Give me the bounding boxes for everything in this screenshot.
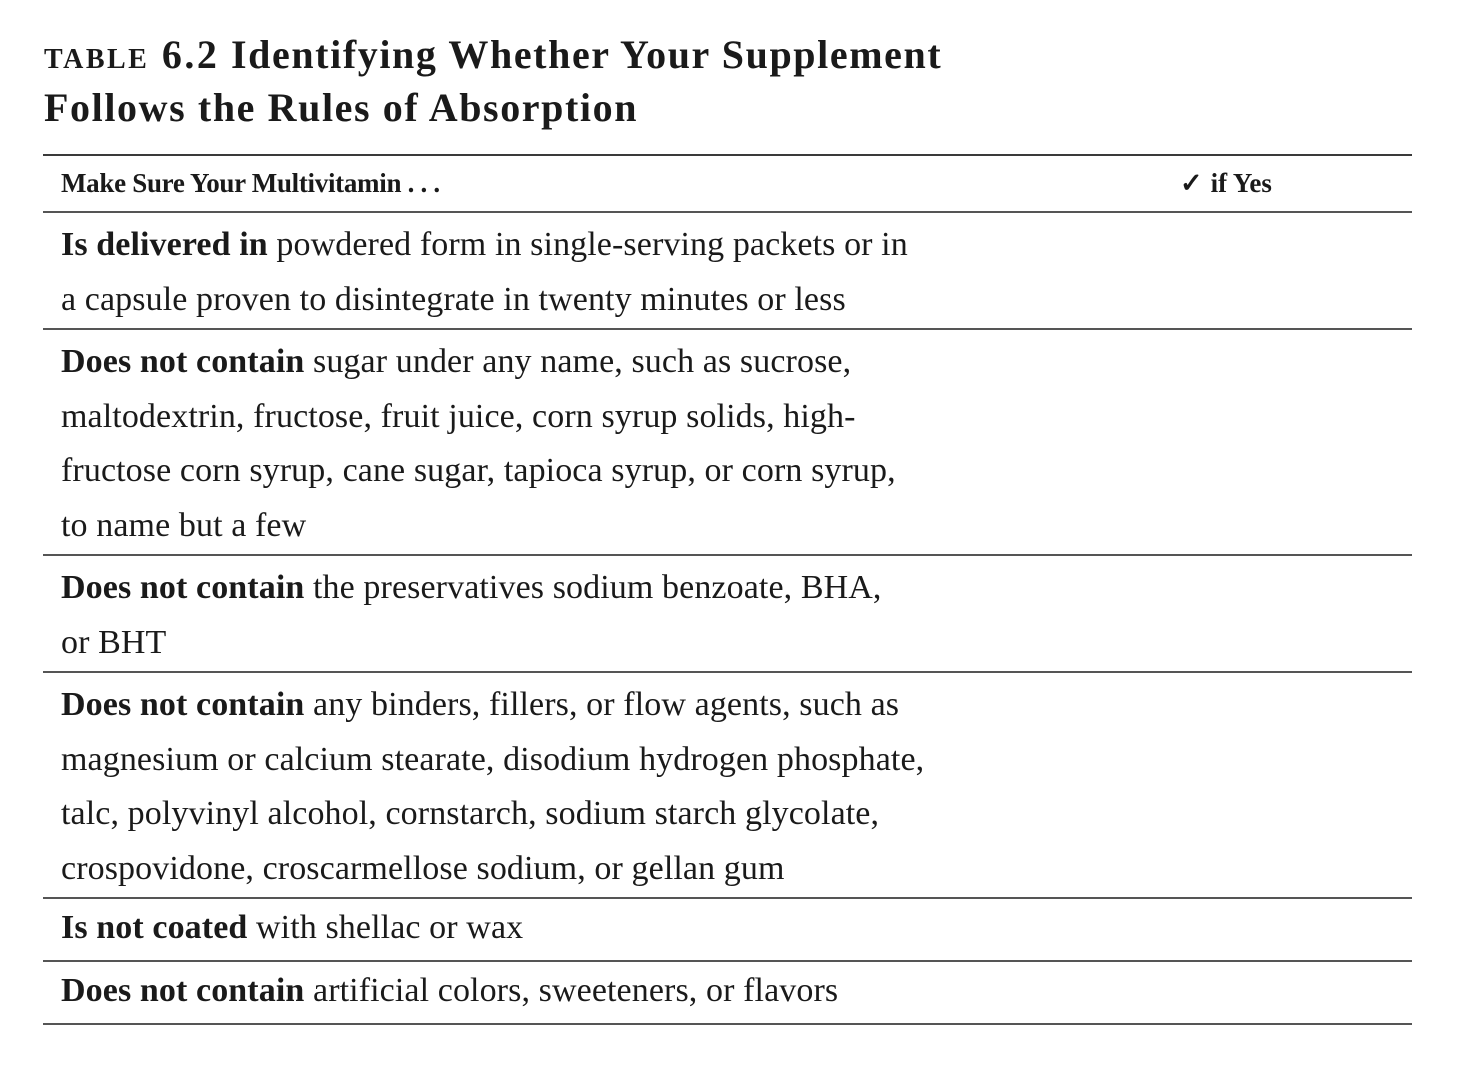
table-row <box>43 899 1412 962</box>
criteria-cell <box>43 962 1162 1023</box>
checkmark-icon: ✓ <box>1180 168 1203 198</box>
check-cell[interactable] <box>1162 213 1412 328</box>
criteria-cell <box>43 213 1162 328</box>
criteria-lead: Does not contain <box>61 972 305 1009</box>
criteria-text: fructose corn syrup, cane sugar, tapioca syrup, or corn syrup, <box>61 452 896 489</box>
table-row <box>43 213 1412 330</box>
criteria-text: crospovidone, croscarmellose sodium, or gellan gum <box>61 849 785 887</box>
criteria-cell <box>43 330 1162 554</box>
criteria-text: magnesium or calcium stearate, disodium hydrogen phosphate, <box>61 740 925 778</box>
check-cell[interactable] <box>1162 962 1412 1023</box>
criteria-text: maltodextrin, fructose, fruit juice, corn syrup solids, high- <box>61 397 856 435</box>
criteria-text: artificial colors, sweeteners, or flavors <box>313 972 839 1009</box>
table-row <box>43 673 1412 899</box>
criteria-lead: Does not contain <box>61 686 305 723</box>
header-check-column <box>1162 168 1412 199</box>
table-row <box>43 556 1412 673</box>
criteria-lead: Does not contain <box>61 569 305 606</box>
check-cell[interactable] <box>1162 330 1412 554</box>
criteria-cell <box>43 673 1162 897</box>
criteria-text: with shellac or wax <box>256 909 524 946</box>
criteria-text: any binders, fillers, or flow agents, such as <box>313 686 900 723</box>
check-cell[interactable] <box>1162 556 1412 671</box>
table-row <box>43 330 1412 556</box>
header-criteria: Make Sure Your Multivitamin . . . <box>61 168 440 198</box>
supplement-checklist-table <box>43 154 1412 1025</box>
criteria-lead: Is delivered in <box>61 226 268 263</box>
table-number-label: table 6.2 <box>44 32 220 77</box>
criteria-cell <box>43 899 1162 960</box>
header-check-label: if Yes <box>1210 168 1272 198</box>
criteria-text: or BHT <box>61 623 167 661</box>
criteria-text: powdered form in single-serving packets or in <box>276 226 908 263</box>
table-row <box>43 962 1412 1025</box>
table-title-line-1: Identifying Whether Your Supplement <box>230 32 943 77</box>
criteria-lead: Does not contain <box>61 343 305 380</box>
check-cell[interactable] <box>1162 899 1412 960</box>
check-cell[interactable] <box>1162 673 1412 897</box>
criteria-text: sugar under any name, such as sucrose, <box>313 343 852 380</box>
table-title-line-2: Follows the Rules of Absorption <box>44 85 639 130</box>
table-title <box>44 28 1244 134</box>
criteria-text: a capsule proven to disintegrate in twenty minutes or less <box>61 280 846 318</box>
criteria-text: to name but a few <box>61 506 307 544</box>
criteria-lead: Is not coated <box>61 909 248 946</box>
table-header-row <box>43 154 1412 213</box>
criteria-text: the preservatives sodium benzoate, BHA, <box>313 569 882 606</box>
criteria-text: talc, polyvinyl alcohol, cornstarch, sodium starch glycolate, <box>61 795 880 832</box>
criteria-cell <box>43 556 1162 671</box>
